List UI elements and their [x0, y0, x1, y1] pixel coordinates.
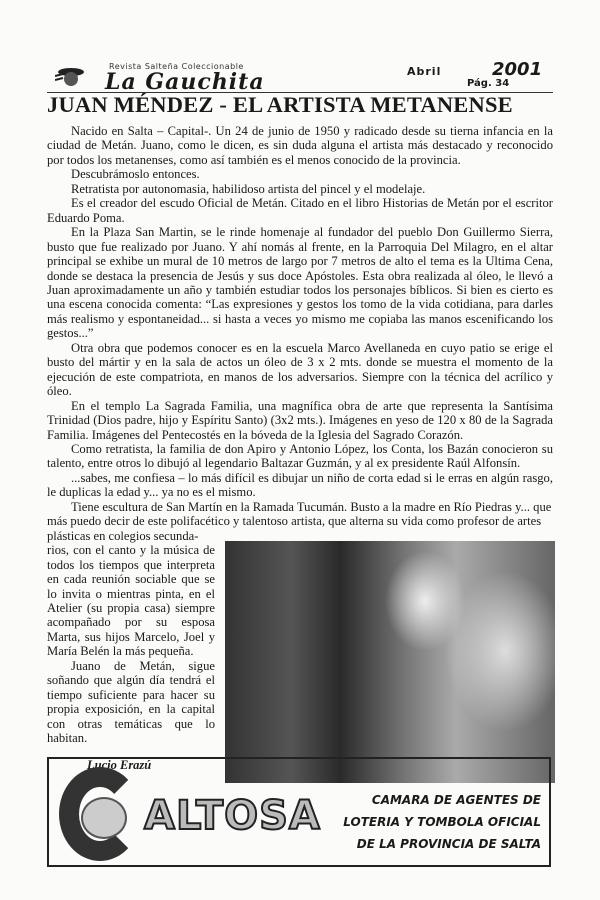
globe-icon [81, 797, 127, 839]
issue-year: 2001 [492, 59, 543, 80]
paragraph: ...sabes, me confiesa – lo más difícil es dibujar un niño de corta edad si le erras en algún rasgo, le duplicas la edad y... ya no es el mismo. [47, 470, 553, 500]
ad-line: CAMARA DE AGENTES DE [371, 793, 541, 807]
paragraph: Nacido en Salta – Capital-. Un 24 de junio de 1950 y radicado desde su tierna infancia en la ciudad de Metán. Juano, como le dicen, es sin duda alguna el artista más destacado y reconocido por todos los metanenses, como así también es el menos conocido de la provincia. [47, 124, 553, 167]
advertisement [47, 757, 551, 867]
paragraph: Tiene escultura de San Martín en la Ramada Tucumán. Busto a la madre en Río Piedras y... que más puedo decir de este polifacético y talentoso artista, que alterna su vida como profesor de artes plásticas en colegios secunda- [47, 499, 552, 543]
paragraph: Es el creador del escudo Oficial de Metán. Citado en el libro Historias de Metán por el escritor Eduardo Poma. [47, 196, 553, 225]
left-column [47, 543, 215, 785]
artist-photo [225, 541, 555, 783]
paragraph: Como retratista, la familia de don Apiro y Antonio López, los Conta, los Bazán conocieron su talento, entre otros lo dibujó al legendario Baltazar Guzmán, y al ex presidente Raúl Alfonsín. [47, 441, 553, 471]
author-name: Lucio Erazú [87, 758, 152, 773]
ad-brand: ALTOSA [144, 793, 321, 839]
paragraph: Retratista por autonomasia, habilidoso artista del pincel y el modelaje. [71, 181, 426, 196]
paragraph: rios, con el canto y la música de todos los tiempos que interpreta en cada reunión sociable que se lo invita o mientras pinta, en el Atelier (su propia casa) siempre acompañado por su esposa Marta, sus hijos Marcelo, Joel y María Belén la más pequeña. [47, 543, 215, 659]
ad-line: DE LA PROVINCIA DE SALTA [356, 837, 541, 851]
paragraph: Descubrámoslo entonces. [71, 167, 200, 182]
paragraph: En el templo La Sagrada Familia, una magnífica obra de arte que representa la Santísima Trinidad (Dios padre, hijo y Espíritu Santo) (3x2 mts.). Imágenes en yeso de 120 x 80 de la Sagrada Familia. Imágenes del Pentecostés en la bóveda de la Iglesia del Sagrado Corazón. [47, 398, 553, 442]
issue-month: Abril [407, 65, 442, 78]
ad-line: LOTERIA Y TOMBOLA OFICIAL [343, 815, 541, 829]
paragraph: En la Plaza San Martin, se le rinde homenaje al fundador del pueblo Don Guillermo Sierra, busto que fue realizado por Juano. Y ahí nomás al frente, en la Parroquia Del Milagro, en el altar principal se exhibe un mural de 10 metros de largo por 7 metros de alto el tema es la Ultima Cena, donde se destaca la presencia de Jesús y sus doce Apóstoles. Esta obra realizada al óleo, le llevó a Juan aproximadamente un año y también estudiar todos los personajes bíblicos. Si bien es cierto es una escena conocida comenta: “Las expresiones y gestos los tomo de la vida cotidiana, para darles más realismo y espontaneidad... si hasta a veces yo mismo me copiaba las manos escenificando los gestos...” [47, 225, 553, 341]
paragraph: Otra obra que podemos conocer es en la escuela Marco Avellaneda en cuyo patio se erige el busto del mártir y en la sala de actos un óleo de 3 x 2 mts. donde se muestra el momento de la ejecución de este compatriota, en manos de los adversarios. Siempre con la técnica del acrílico y óleo. [47, 340, 553, 399]
page-number: Pág. 34 [467, 78, 510, 89]
author-place: Salta [87, 771, 114, 786]
magazine-header [47, 59, 553, 95]
article-title: JUAN MÉNDEZ - EL ARTISTA METANENSE [47, 92, 513, 117]
article-body [47, 124, 553, 785]
paragraph: Juano de Metán, sigue soñando que algún día tendrá el tiempo suficiente para hacer su propia exposición, en la capital con otras temáticas que lo habitan. [47, 658, 215, 746]
magazine-name: La Gauchita [105, 69, 265, 95]
gaucho-logo-icon [55, 64, 85, 88]
magazine-subtitle: Revista Salteña Coleccionable [109, 62, 244, 71]
